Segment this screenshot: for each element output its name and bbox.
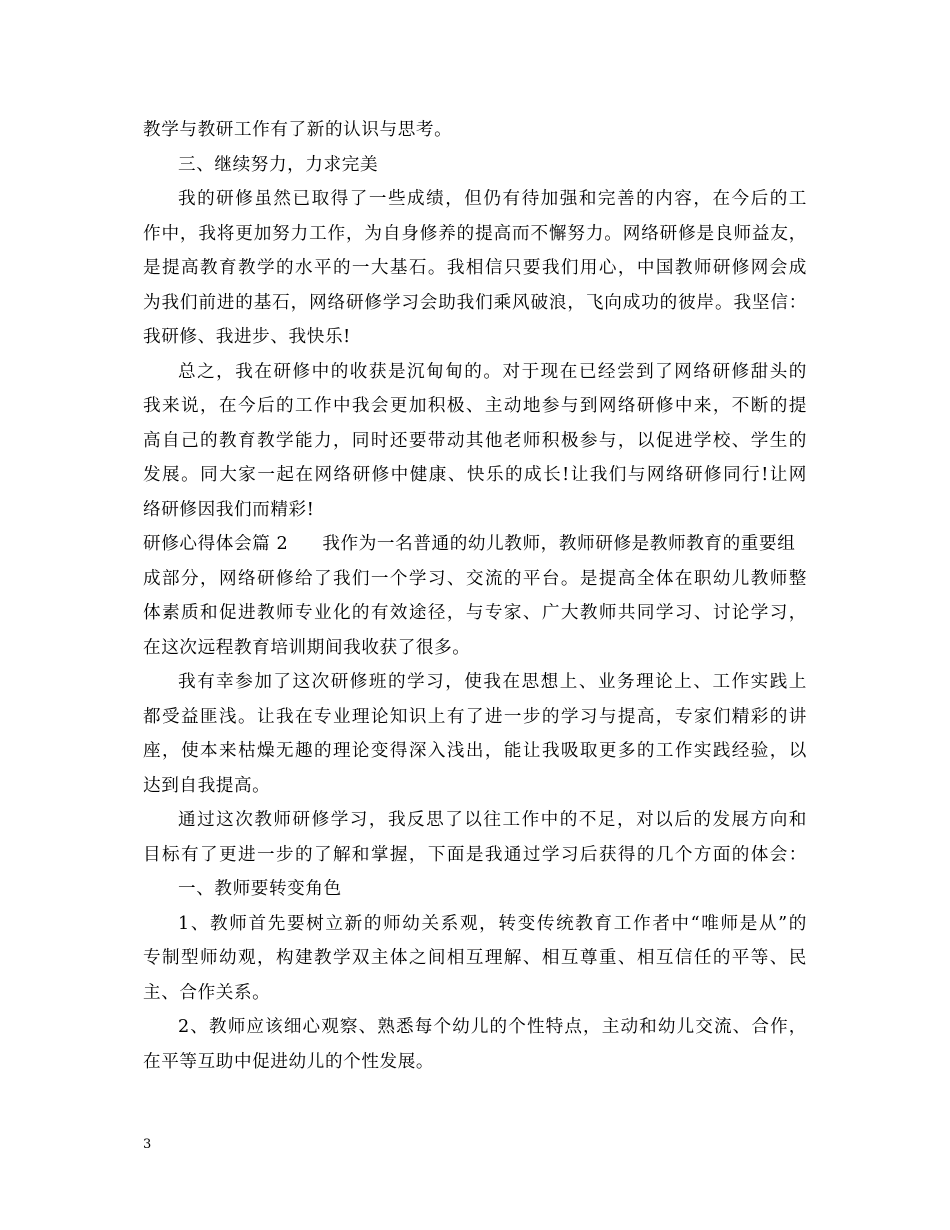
page-number: 3	[143, 1137, 152, 1152]
paragraph-line: 为我们前进的基石，网络研修学习会助我们乘风破浪，飞向成功的彼岸。我坚信：	[143, 292, 807, 313]
paragraph-line: 高自己的教育教学能力，同时还要带动其他老师积极参与，以促进学校、学生的	[143, 430, 807, 451]
paragraph-line: 专制型师幼观，构建教学双主体之间相互理解、相互尊重、相互信任的平等、民	[143, 948, 807, 968]
paragraph-line: 是提高教育教学的水平的一大基石。我相信只要我们用心，中国教师研修网会成	[143, 258, 807, 278]
paragraph-line: 成部分，网络研修给了我们一个学习、交流的平台。是提高全体在职幼儿教师整	[143, 568, 807, 589]
paragraph-line: 体素质和促进教师专业化的有效途径，与专家、广大教师共同学习、讨论学习，	[143, 603, 807, 623]
paragraph-line: 总之，我在研修中的收获是沉甸甸的。对于现在已经尝到了网络研修甜头的	[178, 361, 807, 382]
paragraph-line: 我来说，在今后的工作中我会更加积极、主动地参与到网络研修中来，不断的提	[143, 396, 807, 416]
paragraph-line: 1、教师首先要树立新的师幼关系观，转变传统教育工作者中“唯师是从”的	[178, 913, 807, 934]
paragraph-line	[143, 527, 807, 562]
section-heading-3: 三、继续努力，力求完美	[178, 154, 379, 175]
paragraph-line: 2、教师应该细心观察、熟悉每个幼儿的个性特点，主动和幼儿交流、合作，	[178, 1017, 807, 1037]
paragraph-line: 通过这次教师研修学习，我反思了以往工作中的不足，对以后的发展方向和	[178, 810, 807, 830]
paragraph-line: 作中，我将更加努力工作，为自身修养的提高而不懈努力。网络研修是良师益友，	[143, 223, 807, 244]
paragraph-line: 我研修、我进步、我快乐!	[143, 327, 351, 347]
paragraph-line: 在这次远程教育培训期间我收获了很多。	[143, 637, 471, 658]
paragraph-line: 发展。同大家一起在网络研修中健康、快乐的成长!让我们与网络研修同行!让网	[143, 465, 807, 485]
paragraph-line: 我的研修虽然已取得了一些成绩，但仍有待加强和完善的内容，在今后的工	[178, 189, 807, 209]
paragraph-line: 座，使本来枯燥无趣的理论变得深入浅出，能让我吸取更多的工作实践经验，以	[143, 741, 807, 761]
paragraph-line: 达到自我提高。	[143, 775, 271, 796]
section-heading-1: 一、教师要转变角色	[178, 879, 342, 899]
paragraph-line: 在平等互助中促进幼儿的个性发展。	[143, 1051, 435, 1072]
document-body	[143, 113, 807, 1079]
paragraph-line: 我有幸参加了这次研修班的学习，使我在思想上、业务理论上、工作实践上	[178, 672, 807, 692]
paragraph-line: 教学与教研工作有了新的认识与思考。	[143, 120, 453, 140]
paragraph-line: 都受益匪浅。让我在专业理论知识上有了进一步的学习与提高，专家们精彩的讲	[143, 706, 807, 727]
paragraph-line: 主、合作关系。	[143, 982, 271, 1003]
paragraph-line: 目标有了更进一步的了解和掌握，下面是我通过学习后获得的几个方面的体会：	[143, 844, 807, 865]
paragraph-line: 络研修因我们而精彩!	[143, 499, 315, 520]
paragraph-line-text: 我作为一名普通的幼儿教师，教师研修是教师教育的重要组	[322, 534, 796, 554]
article-title: 研修心得体会篇 2	[143, 534, 289, 554]
